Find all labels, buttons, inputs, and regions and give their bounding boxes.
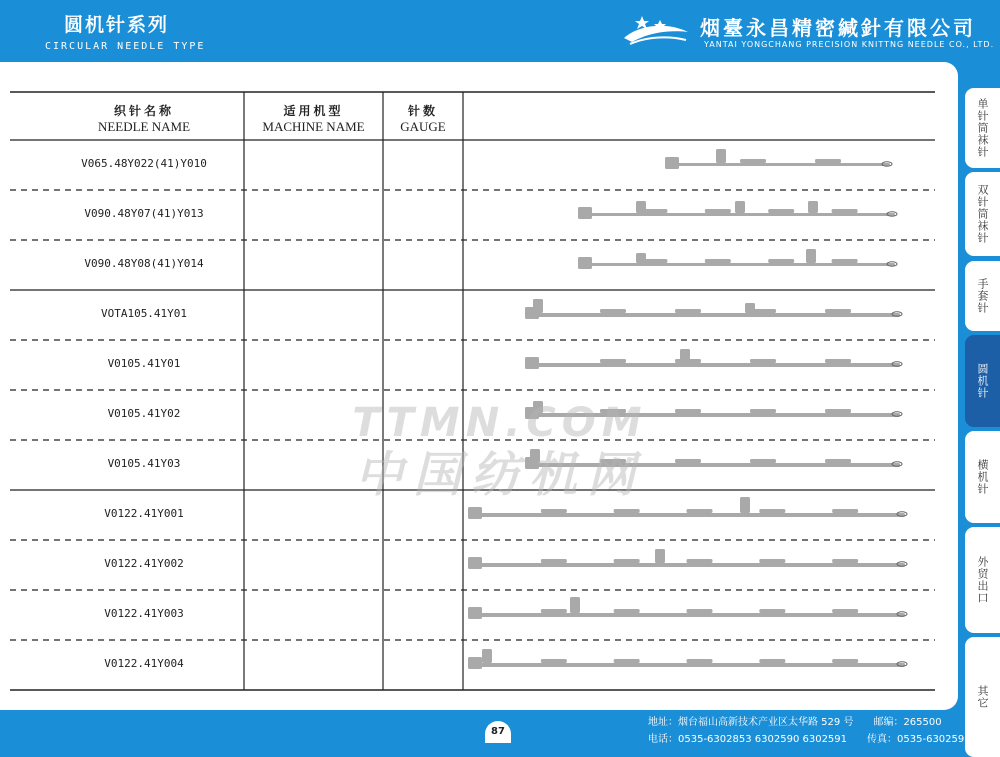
company-name: 烟臺永昌精密緘針有限公司	[700, 16, 976, 40]
needle-heel	[578, 207, 592, 219]
needle-step	[750, 359, 776, 363]
needle-step	[825, 309, 851, 313]
header-machine-name	[244, 102, 383, 135]
side-tab-label: 单针筒袜针	[976, 98, 989, 158]
machine-name-en: MACHINE NAME	[262, 119, 365, 134]
gauge-zh: 针数	[407, 104, 438, 118]
needle-name-cell: V0122.41Y003	[104, 607, 184, 620]
needle-step	[687, 559, 713, 563]
machine-name-zh: 适用机型	[283, 104, 344, 118]
company-english-name: YANTAI YONGCHANG PRECISION KNITTNG NEEDLE CO., LTD.	[704, 40, 995, 49]
needle-name-cell: V090.48Y07(41)Y013	[84, 207, 204, 220]
needle-name-en: NEEDLE NAME	[97, 119, 191, 134]
needle-step	[759, 509, 785, 513]
needle-name-zh: 织针名称	[113, 104, 174, 118]
needle-name-cell: V0122.41Y002	[104, 557, 184, 570]
needle-butt	[740, 497, 750, 513]
needle-step	[705, 209, 731, 213]
needle-butt	[570, 597, 580, 613]
needle-butt	[806, 249, 816, 263]
needle-step	[825, 359, 851, 363]
needle-shank	[525, 363, 900, 367]
needle-shank	[468, 513, 905, 517]
side-tab-label: 外贸出口	[976, 556, 989, 604]
needle-step	[675, 309, 701, 313]
needle-step	[541, 659, 567, 663]
needle-step	[759, 559, 785, 563]
needle-step	[759, 659, 785, 663]
needle-step	[687, 509, 713, 513]
page-number: 87	[485, 721, 511, 743]
needle-step	[759, 609, 785, 613]
needle-butt	[745, 303, 755, 313]
needle-step	[541, 509, 567, 513]
needle-step	[740, 159, 766, 163]
needle-shank	[468, 563, 905, 567]
needle-butt	[636, 253, 646, 263]
needle-name-cell: V0105.41Y01	[107, 357, 181, 370]
needle-step	[750, 459, 776, 463]
needle-name-cell: V0105.41Y02	[107, 407, 181, 420]
side-tab-label: 圆机针	[976, 363, 989, 399]
header-needle-name	[44, 102, 244, 135]
needle-heel	[468, 657, 482, 669]
needle-step	[825, 409, 851, 413]
needle-step	[687, 609, 713, 613]
needle-step	[614, 509, 640, 513]
needle-heel	[468, 607, 482, 619]
needle-butt	[533, 299, 543, 313]
side-tab-label: 横机针	[976, 459, 989, 495]
needle-step	[600, 409, 626, 413]
watermark-line2: 中国纺机网	[354, 447, 645, 503]
needle-shank	[525, 463, 900, 467]
needle-name-cell: V065.48Y022(41)Y010	[81, 157, 207, 170]
needle-step	[614, 659, 640, 663]
needle-step	[832, 609, 858, 613]
needle-name-cell: V0105.41Y03	[107, 457, 181, 470]
needle-step	[705, 259, 731, 263]
needle-butt	[533, 401, 543, 413]
footer-address: 地址：烟台福山高新技术产业区太华路 529 号 邮编：265500	[648, 717, 942, 728]
needle-step	[541, 609, 567, 613]
needle-step	[675, 459, 701, 463]
side-tab-label: 手套针	[976, 278, 989, 314]
needle-step	[815, 159, 841, 163]
needle-shank	[525, 313, 900, 317]
needle-step	[750, 409, 776, 413]
needle-shank	[468, 663, 905, 667]
needle-shank	[665, 163, 890, 166]
series-title: 圆机针系列	[64, 14, 170, 36]
side-tab-label: 其它	[976, 685, 989, 709]
needle-heel	[468, 557, 482, 569]
needle-step	[832, 259, 858, 263]
needle-name-cell: V0122.41Y004	[104, 657, 184, 670]
needle-step	[675, 409, 701, 413]
needle-shank	[468, 613, 905, 617]
side-tab-label: 双针筒袜针	[976, 184, 989, 244]
needle-butt	[636, 201, 646, 213]
needle-butt	[808, 201, 818, 213]
header-gauge	[383, 102, 463, 135]
series-subtitle: CIRCULAR NEEDLE TYPE	[45, 41, 206, 52]
needle-butt	[735, 201, 745, 213]
needle-step	[832, 659, 858, 663]
needle-butt	[716, 149, 726, 163]
needle-step	[614, 559, 640, 563]
needle-heel	[468, 507, 482, 519]
needle-step	[825, 459, 851, 463]
page-footer	[0, 710, 1000, 746]
needle-heel	[578, 257, 592, 269]
needle-step	[600, 459, 626, 463]
needle-step	[768, 209, 794, 213]
needle-step	[832, 509, 858, 513]
needle-shank	[525, 413, 900, 417]
needle-step	[687, 659, 713, 663]
needle-name-cell: V090.48Y08(41)Y014	[84, 257, 204, 270]
needle-butt	[680, 349, 690, 363]
needle-butt	[655, 549, 665, 563]
needle-name-cell: VOTA105.41Y01	[100, 307, 188, 320]
needle-step	[768, 259, 794, 263]
needle-step	[541, 559, 567, 563]
needle-step	[832, 559, 858, 563]
needle-step	[614, 609, 640, 613]
gauge-en: GAUGE	[400, 119, 446, 134]
needle-butt	[530, 449, 540, 463]
watermark-line1: TTMN.COM	[352, 400, 648, 446]
needle-step	[832, 209, 858, 213]
needle-name-cell: V0122.41Y001	[104, 507, 184, 520]
needle-heel	[665, 157, 679, 169]
needle-butt	[482, 649, 492, 663]
footer-phone: 电话：0535-6302853 6302590 6302591 传真：0535-6302596	[648, 734, 971, 745]
needle-heel	[525, 357, 539, 369]
needle-step	[600, 309, 626, 313]
needle-step	[600, 359, 626, 363]
needle-shank	[578, 213, 895, 216]
needle-shank	[578, 263, 895, 266]
